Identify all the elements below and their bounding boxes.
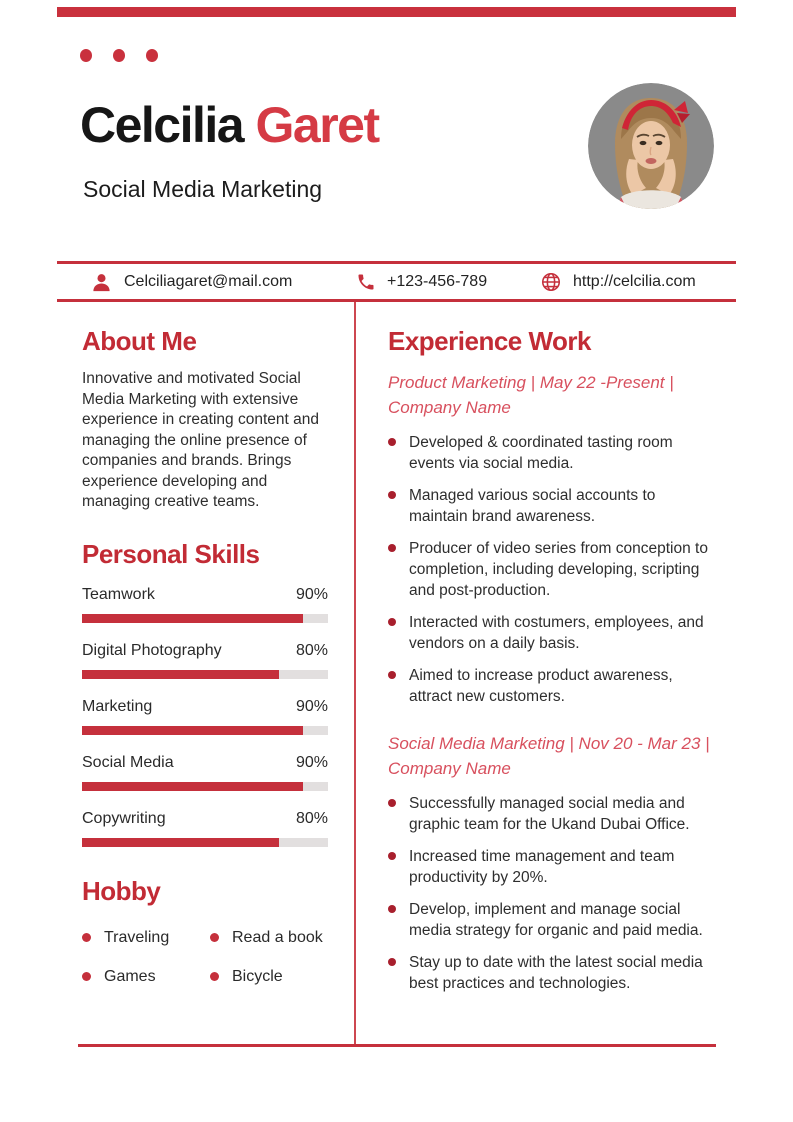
skill-bar-fill [82,726,303,735]
personal-skills-title: Personal Skills [82,538,260,569]
email-text: Celciliagaret@mail.com [124,273,293,290]
globe-icon [540,271,562,293]
contact-email [90,270,292,294]
phone-text: +123-456-789 [387,273,488,290]
skill-bar-fill [82,838,279,847]
hobby-title: Hobby [82,875,161,906]
person-name [80,96,379,154]
top-accent-bar [57,7,736,17]
bullet-text: Managed various social accounts to maintain brand awareness. [409,487,656,525]
bullet-item [388,538,716,601]
contact-website [540,270,696,294]
left-column [82,326,328,986]
skill-header [82,810,328,828]
bullet-text: Aimed to increase product awareness, attract new customers. [409,667,673,705]
job-title-subtitle: Social Media Marketing [83,176,323,202]
decorative-dots [80,49,158,62]
hobby-label: Read a book [232,928,323,946]
experience-work-title: Experience Work [388,326,592,356]
bullet-icon [388,491,396,499]
skill-header [82,754,328,772]
skill-percent: 80% [295,641,328,659]
profile-photo [588,83,714,209]
skill-bar-track [82,782,328,791]
last-name: Garet [255,97,379,153]
bullet-icon [388,852,396,860]
job-entry [388,731,716,994]
skill-percent: 90% [295,753,328,771]
skill-bar-track [82,838,328,847]
skill-label: Marketing [82,697,153,715]
hobby-item [82,968,210,986]
skill-row [82,642,328,679]
bullet-item [388,432,716,474]
bullet-icon [388,671,396,679]
bullet-icon [388,618,396,626]
bullet-item [388,612,716,654]
skill-bar-track [82,614,328,623]
dot-icon [80,49,92,62]
profile-photo-illustration [588,83,714,209]
skill-label: Copywriting [82,809,166,827]
job-heading: Product Marketing | May 22 -Present | Company Name [388,373,674,417]
jobs-container [388,370,716,994]
bullet-icon [388,905,396,913]
job-bullet-list [388,793,716,994]
skill-row [82,754,328,791]
person-icon [90,271,113,294]
phone-icon [356,272,376,292]
contact-phone [356,270,487,294]
bullet-text: Successfully managed social media and graphic team for the Ukand Dubai Office. [409,795,690,833]
bullet-icon [82,972,91,981]
skill-label: Digital Photography [82,641,222,659]
bullet-icon [388,438,396,446]
skill-label: Teamwork [82,585,155,603]
bullet-text: Increased time management and team productivity by 20%. [409,848,675,886]
skill-bar-track [82,670,328,679]
bullet-item [388,665,716,707]
about-me-text: Innovative and motivated Social Media Marketing with extensive experience in creating content and managing the online presence of companies and brands. Brings experience developing and managing creative teams. [82,370,319,510]
job-entry [388,370,716,707]
bullet-text: Interacted with costumers, employees, and vendors on a daily basis. [409,614,704,652]
bullet-text: Develop, implement and manage social media strategy for organic and paid media. [409,901,703,939]
bullet-item [388,846,716,888]
hobby-label: Games [104,967,156,985]
bullet-icon [388,799,396,807]
hobby-item [82,929,210,947]
hobby-list [82,929,328,986]
right-column [388,326,716,994]
skill-percent: 80% [295,809,328,827]
skill-bar-fill [82,614,303,623]
hobby-label: Bicycle [232,967,283,985]
hobby-item [210,929,328,947]
bottom-accent-line [78,1044,716,1047]
skill-bar-fill [82,670,279,679]
bullet-icon [388,958,396,966]
skill-header [82,698,328,716]
dot-icon [146,49,158,62]
bullet-item [388,899,716,941]
bullet-item [388,485,716,527]
bullet-item [388,952,716,994]
skill-row [82,810,328,847]
skill-bar-track [82,726,328,735]
job-heading: Social Media Marketing | Nov 20 - Mar 23 | Company Name [388,734,710,778]
skill-row [82,698,328,735]
about-me-title: About Me [82,326,197,356]
skill-bar-fill [82,782,303,791]
skill-row [82,586,328,623]
first-name: Celcilia [80,97,244,153]
bullet-icon [210,972,219,981]
bullet-text: Producer of video series from conception to completion, including developing, scripting and post-production. [409,540,708,599]
bullet-icon [82,933,91,942]
dot-icon [113,49,125,62]
hobby-item [210,968,328,986]
column-divider [354,302,356,1045]
bullet-text: Stay up to date with the latest social media best practices and technologies. [409,954,703,992]
bullet-text: Developed & coordinated tasting room events via social media. [409,434,673,472]
hobby-label: Traveling [104,928,170,946]
bullet-icon [210,933,219,942]
skill-label: Social Media [82,753,174,771]
skill-percent: 90% [295,697,328,715]
skill-percent: 90% [295,585,328,603]
bullet-icon [388,544,396,552]
skill-header [82,642,328,660]
job-bullet-list [388,432,716,707]
website-text: http://celcilia.com [573,273,696,290]
skills-list [82,586,328,847]
bullet-item [388,793,716,835]
skill-header [82,586,328,604]
